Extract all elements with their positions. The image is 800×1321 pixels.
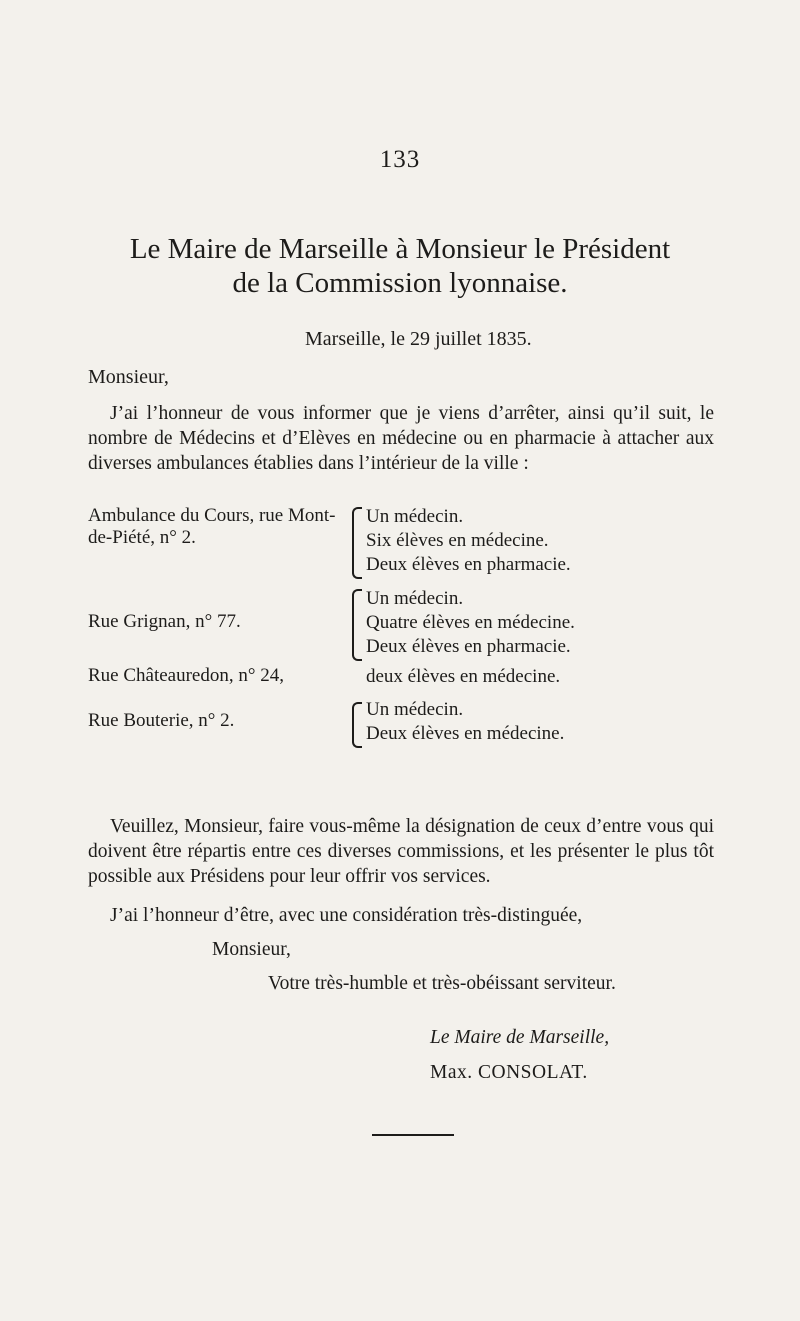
brace <box>352 702 362 748</box>
ambulance-staff <box>366 698 564 746</box>
ambulance-place: Rue Bouterie, n° 2. <box>88 710 235 731</box>
heading-line-1: Le Maire de Marseille à Monsieur le Président <box>129 233 671 265</box>
staff-line: Un médecin. <box>366 588 464 609</box>
brace <box>352 507 362 579</box>
closing-address: Monsieur, <box>212 939 291 960</box>
heading-line-2: de la Commission lyonnaise. <box>232 267 568 299</box>
ambulance-staff <box>366 665 560 689</box>
brace <box>352 589 362 661</box>
page-number: 133 <box>379 146 421 173</box>
salutation: Monsieur, <box>88 366 169 388</box>
paragraph-request: Veuillez, Monsieur, faire vous-même la désignation de ceux d’entre vous qui doivent être répartis entre ces diverses commissions, et les présenter le plus tôt possible aux Présidens pour leur offrir vos services. <box>88 816 714 887</box>
signature-name: Max. CONSOLAT. <box>430 1062 588 1083</box>
signature-title: Le Maire de Marseille, <box>430 1027 610 1048</box>
staff-line: Deux élèves en médecine. <box>366 723 565 744</box>
staff-line: Quatre élèves en médecine. <box>366 612 575 633</box>
closing-line: J’ai l’honneur d’être, avec une considération très-distinguée, <box>110 905 583 926</box>
letter-heading <box>0 232 800 300</box>
closing-formula: Votre très-humble et très-obéissant serviteur. <box>268 973 616 994</box>
ambulance-staff <box>366 505 571 577</box>
staff-line: Deux élèves en pharmacie. <box>366 636 571 657</box>
ambulance-place: Ambulance du Cours, rue Mont-de-Piété, n° 2. <box>88 505 336 548</box>
divider-rule <box>372 1134 454 1136</box>
staff-line: Un médecin. <box>366 506 464 527</box>
ambulance-staff <box>366 587 575 659</box>
staff-line: Deux élèves en pharmacie. <box>366 554 571 575</box>
paragraph-intro: J’ai l’honneur de vous informer que je viens d’arrêter, ainsi qu’il suit, le nombre de Médecins et d’Elèves en médecine ou en pharmacie à attacher aux diverses ambulances établies dans l’intérieur de la ville : <box>88 403 714 474</box>
staff-line: deux élèves en médecine. <box>366 666 561 687</box>
ambulance-place: Rue Grignan, n° 77. <box>88 611 241 632</box>
dateline: Marseille, le 29 juillet 1835. <box>305 328 532 350</box>
ambulance-list <box>88 505 728 805</box>
staff-line: Six élèves en médecine. <box>366 530 549 551</box>
ambulance-place: Rue Châteauredon, n° 24, <box>88 665 284 686</box>
staff-line: Un médecin. <box>366 699 464 720</box>
